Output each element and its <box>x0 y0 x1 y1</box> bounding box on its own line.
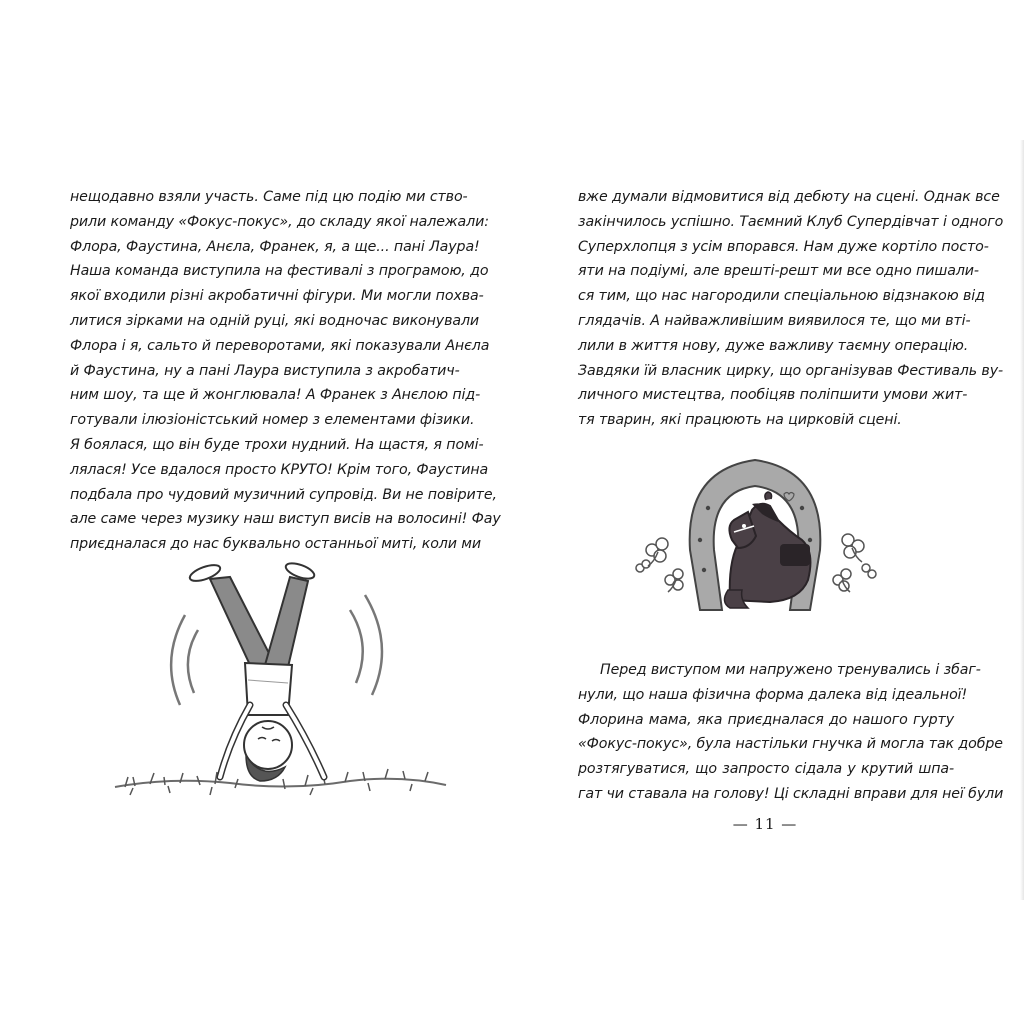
right-page-text-bottom <box>578 658 1004 807</box>
horseshoe-pony-illustration <box>630 440 880 620</box>
handstand-girl-illustration <box>110 555 450 815</box>
right-page-text-top <box>578 185 1004 433</box>
text-line: приєдналася до нас буквально останньої миті, коли ми <box>70 536 482 553</box>
text-line: Наша команда виступила на фестивалі з програмою, до <box>70 263 489 280</box>
text-line: гат чи ставала на голову! Ці складні вправи для неї були <box>578 785 1004 802</box>
text-line: яти на подіумі, але врешті-решт ми все одно пишали- <box>578 263 979 280</box>
left-page-text <box>70 185 501 557</box>
text-line: якої входили різні акробатичні фігури. Ми могли похва- <box>70 288 484 305</box>
text-line: личного мистецтва, пообіцяв поліпшити умови жит- <box>578 387 968 404</box>
text-line: рили команду «Фокус-покус», до складу якої належали: <box>70 213 489 230</box>
text-line: глядачів. А найважливішим виявилося те, що ми вті- <box>578 312 971 329</box>
horseshoe-drawing <box>630 440 880 620</box>
text-line: Флора, Фаустина, Анєла, Франек, я, а ще... пані Лаура! <box>70 238 480 255</box>
text-line: «Фокус-покус», була настільки гнучка й могла так добре <box>578 736 1003 753</box>
text-line: закінчилось успішно. Таємний Клуб Супердівчат і одного <box>578 213 1004 230</box>
text-line: Я боялася, що він буде трохи нудний. На щастя, я помі- <box>70 436 484 453</box>
text-line: литися зірками на одній руці, які водночас виконували <box>70 312 480 329</box>
text-line: вже думали відмовитися від дебюту на сцені. Однак все <box>578 189 1000 205</box>
text-line: ся тим, що нас нагородили спеціальною відзнакою від <box>578 288 985 305</box>
handstand-drawing <box>110 555 450 815</box>
text-line: тя тварин, які працюють на цирковій сцені. <box>578 412 902 429</box>
text-line: готували ілюзіоністський номер з елементами фізики. <box>70 412 475 429</box>
text-line: Флорина мама, яка приєдналася до нашого гурту <box>578 711 954 728</box>
text-line: лялася! Усе вдалося просто КРУТО! Крім того, Фаустина <box>70 461 489 478</box>
text-line: Завдяки їй власник цирку, що організував Фестиваль ву- <box>578 362 1004 379</box>
text-line: лили в життя нову, дуже важливу таємну операцію. <box>578 337 969 354</box>
text-line: Флора і я, сальто й переворотами, які показували Анєла <box>70 337 490 354</box>
text-line: Перед виступом ми напружено тренувались і збаг- <box>600 662 981 678</box>
text-line: й Фаустина, ну а пані Лаура виступила з акробатич- <box>70 362 460 379</box>
text-line: подбала про чудовий музичний супровід. Ви не повірите, <box>70 486 497 503</box>
text-line: нули, що наша фізична форма далека від ідеальної! <box>578 686 968 703</box>
text-line: нещодавно взяли участь. Саме під цю подію ми ство- <box>70 189 468 205</box>
text-line: розтягуватися, що запросто сідала у крутий шпа- <box>578 761 954 778</box>
text-line: але саме через музику наш виступ висів на волосині! Фау <box>70 511 501 528</box>
text-line: Суперхлопця з усім впорався. Нам дуже кортіло посто- <box>578 238 989 255</box>
text-line: ним шоу, та ще й жонглювала! А Франек з Анєлою під- <box>70 387 481 404</box>
page-number: — 11 — <box>732 815 798 833</box>
book-gutter-edge <box>1020 140 1024 900</box>
